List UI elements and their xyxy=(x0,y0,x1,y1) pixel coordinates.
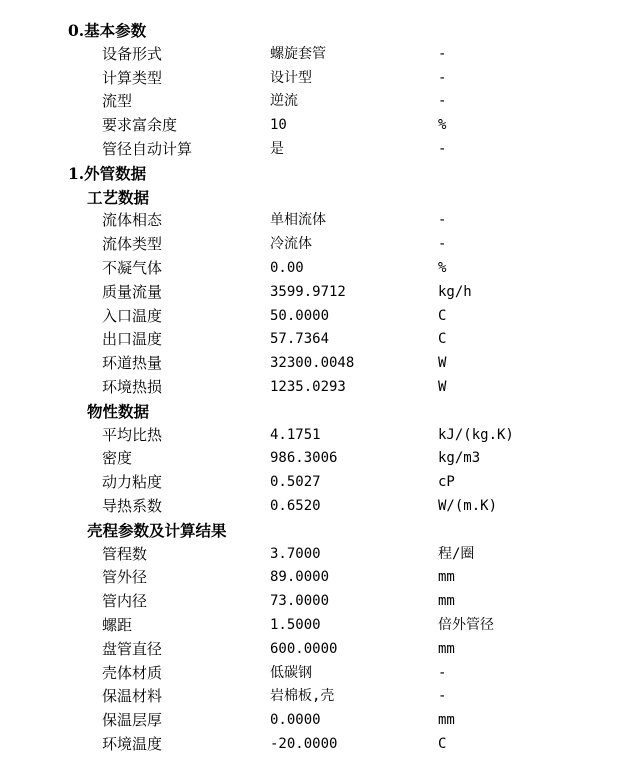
param-value: 冷流体 xyxy=(270,236,312,253)
param-unit: - xyxy=(438,236,447,253)
param-unit: kg/h xyxy=(438,283,472,300)
param-label: 动力粘度 xyxy=(102,473,163,492)
param-row xyxy=(0,328,622,352)
param-label: 环境热损 xyxy=(102,377,163,396)
param-row xyxy=(0,495,622,519)
param-value: 岩棉板,壳 xyxy=(270,688,335,705)
param-unit: cP xyxy=(438,474,455,491)
param-row xyxy=(0,138,622,162)
param-value: 低碳钢 xyxy=(270,664,312,681)
param-row xyxy=(0,709,622,733)
param-value: 10 xyxy=(270,117,287,134)
param-label: 流型 xyxy=(102,92,133,111)
param-value: 单相流体 xyxy=(270,212,326,229)
param-unit: - xyxy=(438,69,447,86)
param-label: 盘管直径 xyxy=(102,639,163,658)
param-row xyxy=(0,543,622,567)
param-label: 流体类型 xyxy=(102,235,163,254)
param-label: 环道热量 xyxy=(102,354,163,373)
param-row xyxy=(0,424,622,448)
param-row xyxy=(0,447,622,471)
param-value: 73.0000 xyxy=(270,593,330,610)
param-unit: C xyxy=(438,307,447,324)
subsection-heading: 壳程参数及计算结果 xyxy=(87,520,227,540)
param-unit: mm xyxy=(438,593,455,610)
param-value: 57.7364 xyxy=(270,331,330,348)
param-unit: W/(m.K) xyxy=(438,497,498,514)
param-value: 32300.0048 xyxy=(270,355,355,372)
param-label: 平均比热 xyxy=(102,425,163,444)
param-row xyxy=(0,566,622,590)
param-unit: mm xyxy=(438,712,455,729)
param-label: 管径自动计算 xyxy=(102,139,193,158)
subsection-heading: 工艺数据 xyxy=(87,187,150,207)
param-value: -20.0000 xyxy=(270,735,338,752)
param-value: 0.6520 xyxy=(270,497,321,514)
param-unit: mm xyxy=(438,569,455,586)
param-value: 逆流 xyxy=(270,93,298,110)
param-row xyxy=(0,614,622,638)
param-row xyxy=(0,305,622,329)
param-row xyxy=(0,733,622,757)
param-label: 不凝气体 xyxy=(102,258,163,277)
param-value: 螺旋套管 xyxy=(270,45,326,62)
param-label: 设备形式 xyxy=(102,44,163,63)
param-unit: 程/圈 xyxy=(438,545,475,562)
param-label: 要求富余度 xyxy=(102,116,178,135)
param-value: 1.5000 xyxy=(270,616,321,633)
report-table xyxy=(0,19,622,757)
param-value: 1235.0293 xyxy=(270,378,346,395)
param-unit: - xyxy=(438,212,447,229)
param-label: 保温材料 xyxy=(102,687,163,706)
param-row xyxy=(0,281,622,305)
param-row xyxy=(0,376,622,400)
param-row xyxy=(0,67,622,91)
param-unit: - xyxy=(438,688,447,705)
param-value: 0.00 xyxy=(270,259,304,276)
param-label: 壳体材质 xyxy=(102,663,163,682)
param-value: 3.7000 xyxy=(270,545,321,562)
param-label: 管外径 xyxy=(102,568,148,587)
param-row xyxy=(0,43,622,67)
section-heading: 0.基本参数 xyxy=(68,21,147,40)
param-value: 986.3006 xyxy=(270,450,338,467)
param-value: 89.0000 xyxy=(270,569,330,586)
param-unit: mm xyxy=(438,640,455,657)
param-row xyxy=(0,114,622,138)
param-value: 0.5027 xyxy=(270,474,321,491)
param-row xyxy=(0,257,622,281)
param-row xyxy=(0,352,622,376)
param-row xyxy=(0,90,622,114)
param-value: 4.1751 xyxy=(270,426,321,443)
param-unit: % xyxy=(438,259,447,276)
subsection-heading: 物性数据 xyxy=(87,401,150,421)
param-unit: W xyxy=(438,378,447,395)
param-unit: C xyxy=(438,735,447,752)
param-label: 保温层厚 xyxy=(102,711,163,730)
param-value: 50.0000 xyxy=(270,307,330,324)
param-unit: 倍外管径 xyxy=(438,616,494,633)
param-value: 0.0000 xyxy=(270,712,321,729)
param-label: 出口温度 xyxy=(102,330,163,349)
param-label: 计算类型 xyxy=(102,68,163,87)
section-heading: 1.外管数据 xyxy=(68,163,147,183)
param-label: 入口温度 xyxy=(102,306,163,325)
param-row xyxy=(0,638,622,662)
param-label: 流体相态 xyxy=(102,211,163,230)
param-label: 密度 xyxy=(102,449,133,468)
param-row xyxy=(0,233,622,257)
param-label: 管程数 xyxy=(102,544,148,563)
param-value: 600.0000 xyxy=(270,640,338,657)
param-unit: W xyxy=(438,355,447,372)
param-unit: C xyxy=(438,331,447,348)
param-unit: - xyxy=(438,93,447,110)
param-row xyxy=(0,590,622,614)
param-unit: - xyxy=(438,664,447,681)
param-unit: kJ/(kg.K) xyxy=(438,426,514,443)
param-unit: - xyxy=(438,140,447,157)
param-label: 螺距 xyxy=(102,615,133,634)
param-row xyxy=(0,662,622,686)
param-value: 是 xyxy=(270,140,284,157)
param-unit: kg/m3 xyxy=(438,450,481,467)
param-label: 管内径 xyxy=(102,592,148,611)
param-label: 质量流量 xyxy=(102,282,163,301)
param-row xyxy=(0,685,622,709)
param-value: 设计型 xyxy=(270,69,312,86)
param-label: 环境温度 xyxy=(102,734,163,753)
param-label: 导热系数 xyxy=(102,496,163,515)
param-row xyxy=(0,209,622,233)
param-row xyxy=(0,471,622,495)
param-unit: % xyxy=(438,117,447,134)
param-unit: - xyxy=(438,45,447,62)
param-value: 3599.9712 xyxy=(270,283,346,300)
